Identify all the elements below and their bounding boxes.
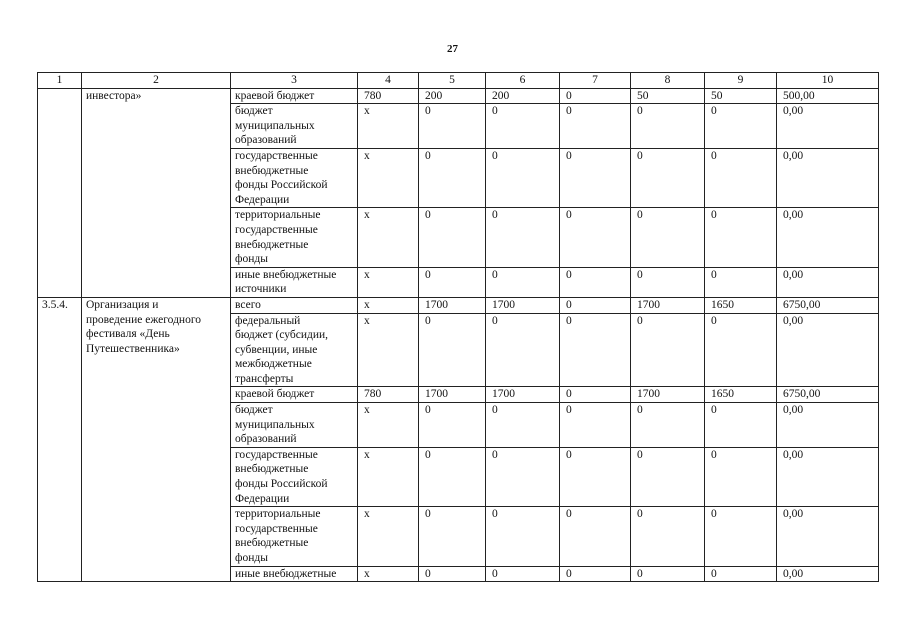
value-cell: 0: [560, 566, 631, 582]
value-cell: 0: [560, 208, 631, 267]
value-cell: 0: [705, 447, 777, 506]
value-cell: 1650: [705, 387, 777, 403]
value-cell: 0: [631, 104, 705, 149]
funding-source: краевой бюджет: [231, 88, 358, 104]
value-cell: 0,00: [777, 313, 879, 387]
column-header: 7: [560, 73, 631, 89]
value-cell: x: [358, 208, 419, 267]
table-row: [38, 88, 879, 104]
value-cell: 1700: [631, 297, 705, 313]
value-cell: x: [358, 104, 419, 149]
column-header: 9: [705, 73, 777, 89]
funding-source: бюджет муниципальных образований: [231, 403, 358, 448]
value-cell: 0: [705, 208, 777, 267]
value-cell: 0,00: [777, 566, 879, 582]
value-cell: 0: [486, 403, 560, 448]
column-header: 6: [486, 73, 560, 89]
value-cell: 0: [631, 313, 705, 387]
value-cell: 0: [631, 403, 705, 448]
funding-source: иные внебюджетные источники: [231, 267, 358, 297]
value-cell: 0: [486, 447, 560, 506]
value-cell: 0: [631, 148, 705, 207]
value-cell: 0: [419, 208, 486, 267]
value-cell: 0: [419, 566, 486, 582]
value-cell: 0: [486, 267, 560, 297]
value-cell: 50: [631, 88, 705, 104]
value-cell: 0: [631, 507, 705, 566]
value-cell: 1700: [486, 297, 560, 313]
value-cell: 0,00: [777, 208, 879, 267]
value-cell: 0: [705, 267, 777, 297]
value-cell: 0,00: [777, 267, 879, 297]
value-cell: 0: [419, 507, 486, 566]
value-cell: 0: [419, 148, 486, 207]
value-cell: 0: [560, 507, 631, 566]
value-cell: 1700: [631, 387, 705, 403]
value-cell: 0: [419, 403, 486, 448]
activity-code: 3.5.4.: [38, 297, 82, 581]
funding-source: федеральный бюджет (субсидии, субвенции, иные межбюджетные трансферты: [231, 313, 358, 387]
value-cell: 200: [419, 88, 486, 104]
value-cell: 0: [486, 208, 560, 267]
table-row: [38, 297, 879, 313]
value-cell: 0: [419, 267, 486, 297]
value-cell: 0,00: [777, 148, 879, 207]
funding-source: бюджет муниципальных образований: [231, 104, 358, 149]
page-number: 27: [447, 43, 458, 55]
value-cell: 0: [560, 267, 631, 297]
value-cell: 780: [358, 387, 419, 403]
value-cell: x: [358, 148, 419, 207]
value-cell: 0: [705, 566, 777, 582]
funding-source: территориальные государственные внебюджетные фонды: [231, 208, 358, 267]
column-header: 8: [631, 73, 705, 89]
value-cell: 0: [560, 148, 631, 207]
column-header: 4: [358, 73, 419, 89]
column-header: 2: [82, 73, 231, 89]
funding-source: всего: [231, 297, 358, 313]
value-cell: 0: [560, 403, 631, 448]
value-cell: 0: [486, 104, 560, 149]
value-cell: 0: [631, 267, 705, 297]
value-cell: 0,00: [777, 447, 879, 506]
value-cell: 0: [486, 148, 560, 207]
funding-source: иные внебюджетные: [231, 566, 358, 582]
column-header: 5: [419, 73, 486, 89]
value-cell: 0: [705, 104, 777, 149]
value-cell: 1700: [486, 387, 560, 403]
value-cell: 0,00: [777, 507, 879, 566]
budget-table: [37, 72, 879, 582]
value-cell: 0: [705, 507, 777, 566]
value-cell: 0: [560, 104, 631, 149]
value-cell: x: [358, 566, 419, 582]
activity-code: [38, 88, 82, 297]
column-header: 1: [38, 73, 82, 89]
value-cell: x: [358, 403, 419, 448]
value-cell: 50: [705, 88, 777, 104]
activity-name: инвестора»: [82, 88, 231, 297]
value-cell: 500,00: [777, 88, 879, 104]
value-cell: 0: [419, 447, 486, 506]
value-cell: 0: [419, 313, 486, 387]
value-cell: 0: [631, 447, 705, 506]
value-cell: 0: [705, 403, 777, 448]
value-cell: 0: [631, 566, 705, 582]
value-cell: 0,00: [777, 403, 879, 448]
value-cell: x: [358, 267, 419, 297]
funding-source: государственные внебюджетные фонды Российской Федерации: [231, 447, 358, 506]
value-cell: 0: [486, 507, 560, 566]
funding-source: территориальные государственные внебюджетные фонды: [231, 507, 358, 566]
value-cell: 0,00: [777, 104, 879, 149]
column-header: 10: [777, 73, 879, 89]
funding-source: государственные внебюджетные фонды Российской Федерации: [231, 148, 358, 207]
value-cell: x: [358, 447, 419, 506]
value-cell: 6750,00: [777, 387, 879, 403]
value-cell: x: [358, 507, 419, 566]
value-cell: 0: [705, 148, 777, 207]
value-cell: 0: [631, 208, 705, 267]
value-cell: 0: [560, 297, 631, 313]
value-cell: 0: [560, 313, 631, 387]
value-cell: 200: [486, 88, 560, 104]
table-body: [38, 73, 879, 582]
value-cell: 0: [486, 566, 560, 582]
activity-name: Организация и проведение ежегодного фестиваля «День Путешественника»: [82, 297, 231, 581]
value-cell: 780: [358, 88, 419, 104]
value-cell: 1700: [419, 297, 486, 313]
value-cell: x: [358, 313, 419, 387]
value-cell: 0: [419, 104, 486, 149]
value-cell: 1650: [705, 297, 777, 313]
value-cell: 6750,00: [777, 297, 879, 313]
value-cell: 1700: [419, 387, 486, 403]
column-number-row: [38, 73, 879, 89]
value-cell: 0: [705, 313, 777, 387]
value-cell: 0: [560, 387, 631, 403]
value-cell: 0: [560, 88, 631, 104]
funding-source: краевой бюджет: [231, 387, 358, 403]
value-cell: 0: [560, 447, 631, 506]
column-header: 3: [231, 73, 358, 89]
value-cell: x: [358, 297, 419, 313]
value-cell: 0: [486, 313, 560, 387]
